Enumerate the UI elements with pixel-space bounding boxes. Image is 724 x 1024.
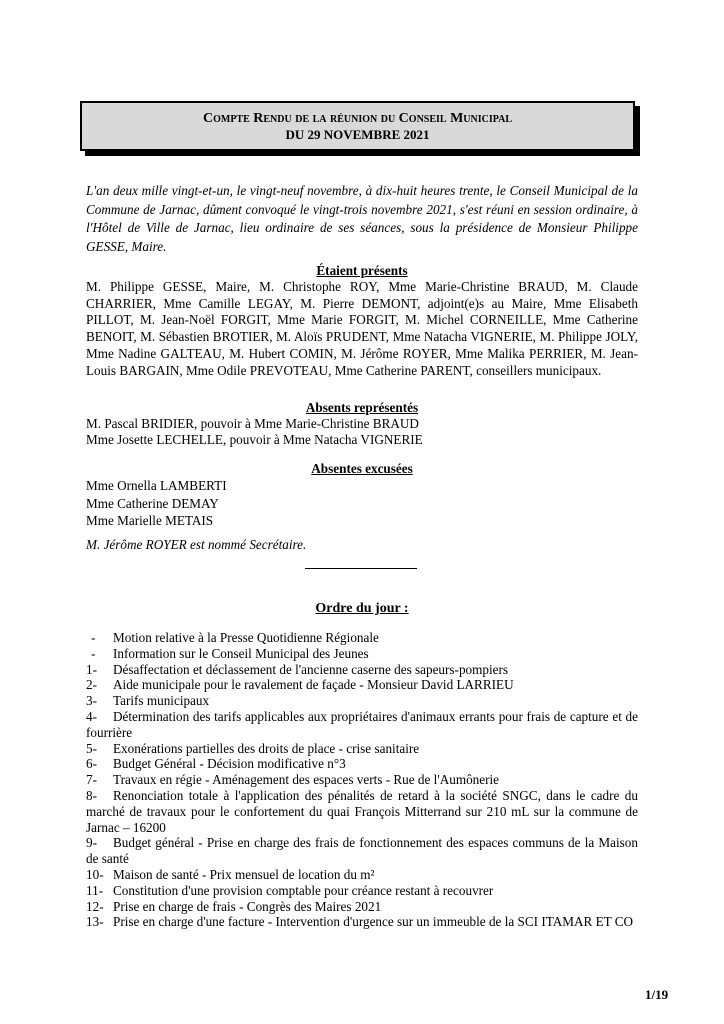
presents-list: M. Philippe GESSE, Maire, M. Christophe ROY, Mme Marie-Christine BRAUD, M. Claude CHARRIER, Mme Camille LEGAY, M. Pierre DEMONT, adjoint(e)s au Maire, Mme Elisabeth PILLOT, M. Jean-Noël FORGIT, Mme Marie FORGIT, M. Michel CORNEILLE, Mme Catherine BENOIT, M. Sébastien BROTIER, M. Aloïs PRUDENT, Mme Natacha VIGNERIE, M. Philippe JOLY, Mme Nadine GALTEAU, M. Hubert COMIN, M. Jérôme ROYER, Mme Malika PERRIER, M. Jean-Louis BARGAIN, Mme Odile PREVOTEAU, Mme Catherine PARENT, conseillers municipaux.	[86, 279, 638, 378]
agenda-item: 6- Budget Général - Décision modificative n°3	[86, 756, 346, 772]
excused-item: Mme Ornella LAMBERTI	[86, 478, 227, 493]
represented-list	[86, 416, 638, 448]
agenda-item: 10- Maison de santé - Prix mensuel de location du m²	[86, 866, 375, 882]
agenda-item: 9- Budget général - Prise en charge des frais de fonctionnement des espaces communs de la Maison de santé	[86, 835, 638, 867]
agenda-item: 7- Travaux en régie - Aménagement des espaces verts - Rue de l'Aumônerie	[86, 772, 500, 788]
secretary-line: M. Jérôme ROYER est nommé Secrétaire.	[86, 537, 307, 552]
excused-heading: Absentes excusées	[311, 461, 413, 476]
excused-item: Mme Marielle METAIS	[86, 513, 214, 528]
agenda-item: 12- Prise en charge de frais - Congrès des Maires 2021	[86, 898, 382, 914]
document-date: DU 29 NOVEMBRE 2021	[285, 127, 430, 142]
agenda-item: 3- Tarifs municipaux	[86, 693, 210, 709]
separator-rule	[305, 568, 417, 569]
agenda-item: - Motion relative à la Presse Quotidienne Régionale	[91, 630, 379, 645]
agenda-list	[86, 630, 638, 930]
title-box	[80, 101, 635, 151]
page-number: 1/19	[645, 987, 669, 1002]
agenda-item: 13- Prise en charge d'une facture - Intervention d'urgence sur un immeuble de la SCI ITAMAR ET CO	[86, 914, 634, 930]
agenda-item: 4- Détermination des tarifs applicables aux propriétaires d'animaux errants pour frais de capture et de fourrière	[86, 708, 638, 740]
excused-list	[86, 477, 638, 530]
agenda-item: - Information sur le Conseil Municipal des Jeunes	[91, 645, 369, 661]
represented-item: M. Pascal BRIDIER, pouvoir à Mme Marie-Christine BRAUD	[86, 416, 419, 431]
represented-heading: Absents représentés	[305, 400, 419, 415]
agenda-item: 1- Désaffectation et déclassement de l'ancienne caserne des sapeurs-pompiers	[86, 661, 509, 677]
document-title: Compte Rendu de la réunion du Conseil Municipal	[203, 111, 512, 126]
represented-item: Mme Josette LECHELLE, pouvoir à Mme Natacha VIGNERIE	[86, 432, 423, 447]
intro-paragraph: L'an deux mille vingt-et-un, le vingt-neuf novembre, à dix-huit heures trente, le Conseil Municipal de la Commune de Jarnac, dûment convoqué le vingt-trois novembre 2021, s'est réuni en session ordinaire, à l'Hôtel de Ville de Jarnac, lieu ordinaire de ses séances, sous la présidence de Monsieur Philippe GESSE, Maire.	[86, 183, 638, 254]
agenda-item: 8- Renonciation totale à l'application des pénalités de retard à la société SNGC, dans le cadre du marché de travaux pour le confortement du quai François Mitterrand sur 210 mL sur la commune de Jarnac – 16200	[86, 787, 638, 835]
agenda-item: 11- Constitution d'une provision comptable pour créance restant à recouvrer	[86, 882, 494, 898]
agenda-item: 2- Aide municipale pour le ravalement de façade - Monsieur David LARRIEU	[86, 677, 514, 693]
agenda-item: 5- Exonérations partielles des droits de place - crise sanitaire	[86, 740, 420, 756]
excused-item: Mme Catherine DEMAY	[86, 495, 219, 511]
agenda-heading: Ordre du jour :	[315, 601, 409, 616]
presents-heading: Étaient présents	[316, 263, 408, 278]
